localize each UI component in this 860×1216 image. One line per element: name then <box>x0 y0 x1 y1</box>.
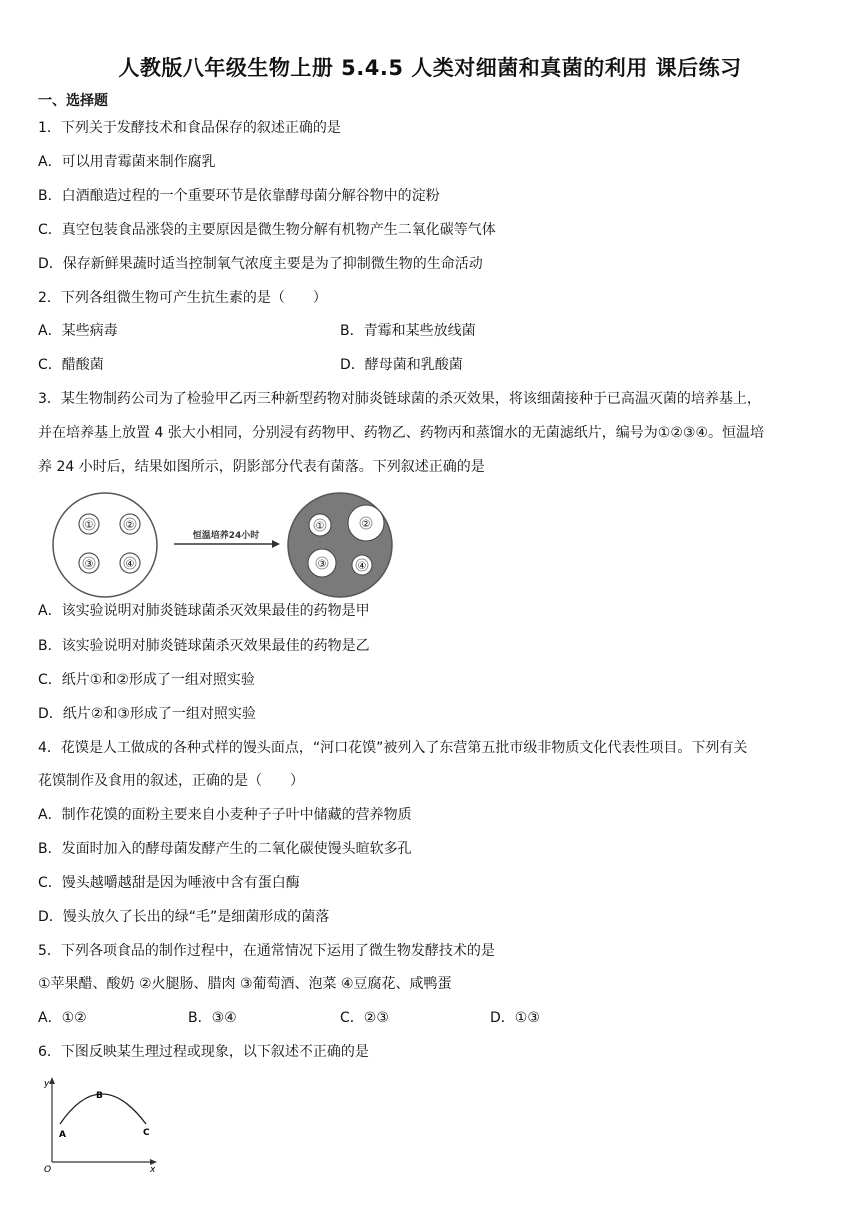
disc-label-3-after: ③ <box>317 559 327 570</box>
origin-label: O <box>44 1165 52 1174</box>
question-4-stem-line-2: 花馍制作及食用的叙述，正确的是（ ） <box>38 773 304 789</box>
question-4-option-a: A．制作花馍的面粉主要来自小麦种子子叶中储藏的营养物质 <box>38 807 412 823</box>
question-1-option-b: B．白酒酿造过程的一个重要环节是依靠酵母菌分解谷物中的淀粉 <box>38 188 440 204</box>
question-3-stem-line-3: 养 24 小时后，结果如图所示，阴影部分代表有菌落。下列叙述正确的是 <box>38 459 485 475</box>
question-5-option-c: C．②③ <box>340 1010 389 1026</box>
question-3-option-a: A．该实验说明对肺炎链球菌杀灭效果最佳的药物是甲 <box>38 603 370 619</box>
disc-label-3-before: ③ <box>84 559 94 570</box>
section-heading: 一、选择题 <box>38 93 108 109</box>
question-3-stem-line-2: 并在培养基上放置 4 张大小相同，分别浸有药物甲、药物乙、药物丙和蒸馏水的无菌滤纸片，编号为①②③④。恒温培 <box>38 425 765 441</box>
question-1-option-d: D．保存新鲜果蔬时适当控制氧气浓度主要是为了抑制微生物的生命活动 <box>38 256 483 272</box>
question-5-items: ①苹果醋、酸奶 ②火腿肠、腊肉 ③葡萄酒、泡菜 ④豆腐花、咸鸭蛋 <box>38 976 452 992</box>
question-3-stem-line-1: 3．某生物制药公司为了检验甲乙丙三种新型药物对肺炎链球菌的杀灭效果，将该细菌接种于已高温灭菌的培养基上， <box>38 391 761 407</box>
question-2-stem: 2．下列各组微生物可产生抗生素的是（ ） <box>38 290 327 306</box>
point-label-c: C <box>143 1128 150 1138</box>
disc-label-1-before: ① <box>84 520 94 531</box>
disc-label-1-after: ① <box>315 521 325 532</box>
page-title: 人教版八年级生物上册 5.4.5 人类对细菌和真菌的利用 课后练习 <box>118 56 742 80</box>
question-4-option-c: C．馒头越嚼越甜是因为唾液中含有蛋白酶 <box>38 875 300 891</box>
question-5-stem: 5．下列各项食品的制作过程中，在通常情况下运用了微生物发酵技术的是 <box>38 943 495 959</box>
disc-label-2-before: ② <box>125 520 135 531</box>
curve-graph-figure <box>38 1074 168 1174</box>
x-axis-label: x <box>150 1165 156 1174</box>
point-label-b: B <box>96 1091 103 1101</box>
question-4-stem-line-1: 4．花馍是人工做成的各种式样的馒头面点，“河口花馍”被列入了东营第五批市级非物质文化代表性项目。下列有关 <box>38 740 748 756</box>
question-2-option-a: A．某些病毒 <box>38 323 118 339</box>
y-axis-label: y <box>44 1079 50 1089</box>
question-1-option-a: A．可以用青霉菌来制作腐乳 <box>38 154 216 170</box>
question-2-option-c: C．醋酸菌 <box>38 357 104 373</box>
question-4-option-b: B．发面时加入的酵母菌发酵产生的二氧化碳使馒头暄软多孔 <box>38 841 412 857</box>
petri-dish-before <box>53 493 157 597</box>
question-5-option-a: A．①② <box>38 1010 87 1026</box>
petri-dish-figure <box>48 490 418 600</box>
question-2-option-b: B．青霉和某些放线菌 <box>340 323 476 339</box>
curve-line <box>60 1094 146 1124</box>
point-label-a: A <box>59 1130 66 1140</box>
question-1-stem: 1．下列关于发酵技术和食品保存的叙述正确的是 <box>38 120 341 136</box>
question-3-option-b: B．该实验说明对肺炎链球菌杀灭效果最佳的药物是乙 <box>38 638 370 654</box>
question-5-option-d: D．①③ <box>490 1010 540 1026</box>
question-5-option-b: B．③④ <box>188 1010 237 1026</box>
question-6-stem: 6．下图反映某生理过程或现象，以下叙述不正确的是 <box>38 1044 369 1060</box>
question-3-option-c: C．纸片①和②形成了一组对照实验 <box>38 672 255 688</box>
disc-label-2-after: ② <box>361 519 371 530</box>
question-1-option-c: C．真空包装食品涨袋的主要原因是微生物分解有机物产生二氧化碳等气体 <box>38 222 496 238</box>
question-2-option-d: D．酵母菌和乳酸菌 <box>340 357 463 373</box>
arrow-label: 恒温培养24小时 <box>192 531 260 541</box>
disc-label-4-after: ④ <box>357 561 367 572</box>
question-3-option-d: D．纸片②和③形成了一组对照实验 <box>38 706 256 722</box>
disc-label-4-before: ④ <box>125 559 135 570</box>
question-4-option-d: D．馒头放久了长出的绿“毛”是细菌形成的菌落 <box>38 909 330 925</box>
